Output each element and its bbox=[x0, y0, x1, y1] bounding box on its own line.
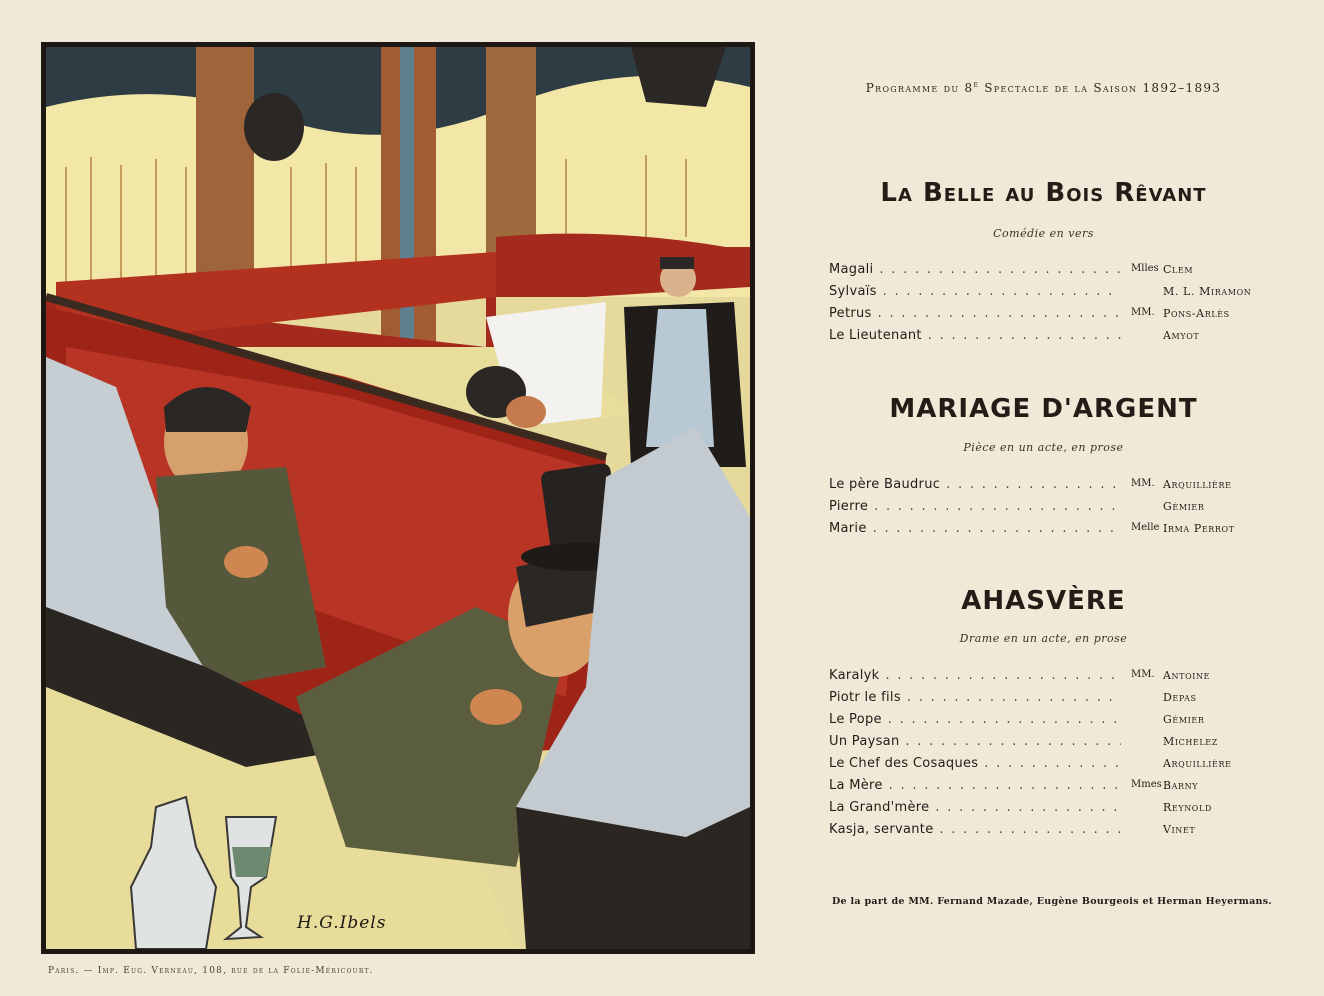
header-text-rest: Spectacle de la Saison 1892–1893 bbox=[979, 81, 1222, 95]
actor-name: Antoine bbox=[1163, 669, 1211, 682]
actor-name: Barny bbox=[1163, 779, 1199, 792]
cast-row bbox=[829, 734, 1269, 756]
play-title-1: La Belle au Bois Rêvant bbox=[880, 178, 1207, 208]
play-title-2: MARIAGE D'ARGENT bbox=[889, 394, 1198, 424]
role-name: La Grand'mère . . . bbox=[829, 800, 1121, 815]
play-subtitle-1: Comédie en vers bbox=[993, 227, 1094, 240]
lithograph-illustration bbox=[41, 42, 755, 954]
actor-prefix: MM. bbox=[1131, 307, 1155, 318]
actor-name: Michelez bbox=[1163, 735, 1218, 748]
actor-prefix: Mlles bbox=[1131, 263, 1159, 274]
role-name: Le père Baudruc . . . bbox=[829, 477, 1121, 492]
role-name: Karalyk . . . bbox=[829, 668, 1121, 683]
actor-prefix: Mmes bbox=[1131, 779, 1162, 790]
role-name: Sylvaïs . . . bbox=[829, 284, 1121, 299]
actor-name: Arquillière bbox=[1163, 478, 1232, 491]
actor-name: Pons-Arlès bbox=[1163, 307, 1230, 320]
cast-list-2 bbox=[829, 477, 1269, 543]
actor-name: Gémier bbox=[1163, 713, 1205, 726]
cafe-scene-image bbox=[46, 47, 750, 949]
header-superscript: e bbox=[973, 80, 980, 89]
cast-row bbox=[829, 756, 1269, 778]
play-subtitle-2: Pièce en un acte, en prose bbox=[963, 441, 1124, 454]
printer-credit: Paris. — Imp. Eug. Verneau, 108, rue de la Folie-Méricourt. bbox=[48, 966, 374, 976]
role-name: Kasja, servante . . . bbox=[829, 822, 1121, 837]
actor-name: Reynold bbox=[1163, 801, 1212, 814]
actor-name: Clem bbox=[1163, 263, 1194, 276]
actor-name: Gémier bbox=[1163, 500, 1205, 513]
cast-row bbox=[829, 800, 1269, 822]
play-title-3: AHASVÈRE bbox=[961, 586, 1126, 616]
actor-name: Depas bbox=[1163, 691, 1197, 704]
cast-row bbox=[829, 499, 1269, 521]
cast-row bbox=[829, 668, 1269, 690]
role-name: Le Lieutenant . . . bbox=[829, 328, 1121, 343]
role-name: Piotr le fils . . . bbox=[829, 690, 1121, 705]
actor-name: Vinet bbox=[1163, 823, 1196, 836]
actor-prefix: MM. bbox=[1131, 669, 1155, 680]
actor-prefix: Melle bbox=[1131, 522, 1160, 533]
role-name: Un Paysan . . . bbox=[829, 734, 1121, 749]
cast-list-3 bbox=[829, 668, 1269, 844]
actor-name: Irma Perrot bbox=[1163, 522, 1235, 535]
cast-list-1 bbox=[829, 262, 1269, 350]
cast-row bbox=[829, 328, 1269, 350]
actor-name: Arquillière bbox=[1163, 757, 1232, 770]
cast-row bbox=[829, 262, 1269, 284]
role-name: La Mère . . . bbox=[829, 778, 1121, 793]
actor-name: Amyot bbox=[1163, 329, 1200, 342]
play-subtitle-3: Drame en un acte, en prose bbox=[959, 632, 1128, 645]
cast-row bbox=[829, 306, 1269, 328]
role-name: Marie . . . bbox=[829, 521, 1121, 536]
role-name: Pierre . . . bbox=[829, 499, 1121, 514]
cast-row bbox=[829, 778, 1269, 800]
artist-signature: H.G.Ibels bbox=[297, 913, 387, 933]
role-name: Petrus . . . bbox=[829, 306, 1121, 321]
programme-header bbox=[800, 80, 1287, 95]
header-text: Programme du 8 bbox=[865, 81, 974, 95]
cast-row bbox=[829, 822, 1269, 844]
role-name: Magali . . . bbox=[829, 262, 1121, 277]
role-name: Le Chef des Cosaques . . . bbox=[829, 756, 1121, 771]
cast-row bbox=[829, 284, 1269, 306]
cast-row bbox=[829, 521, 1269, 543]
cast-row bbox=[829, 477, 1269, 499]
actor-prefix: MM. bbox=[1131, 478, 1155, 489]
cast-row bbox=[829, 690, 1269, 712]
cast-row bbox=[829, 712, 1269, 734]
actor-name: M. L. Miramon bbox=[1163, 285, 1252, 298]
role-name: Le Pope . . . bbox=[829, 712, 1121, 727]
credits-footer: De la part de MM. Fernand Mazade, Eugène Bourgeois et Herman Heyermans. bbox=[832, 896, 1273, 907]
